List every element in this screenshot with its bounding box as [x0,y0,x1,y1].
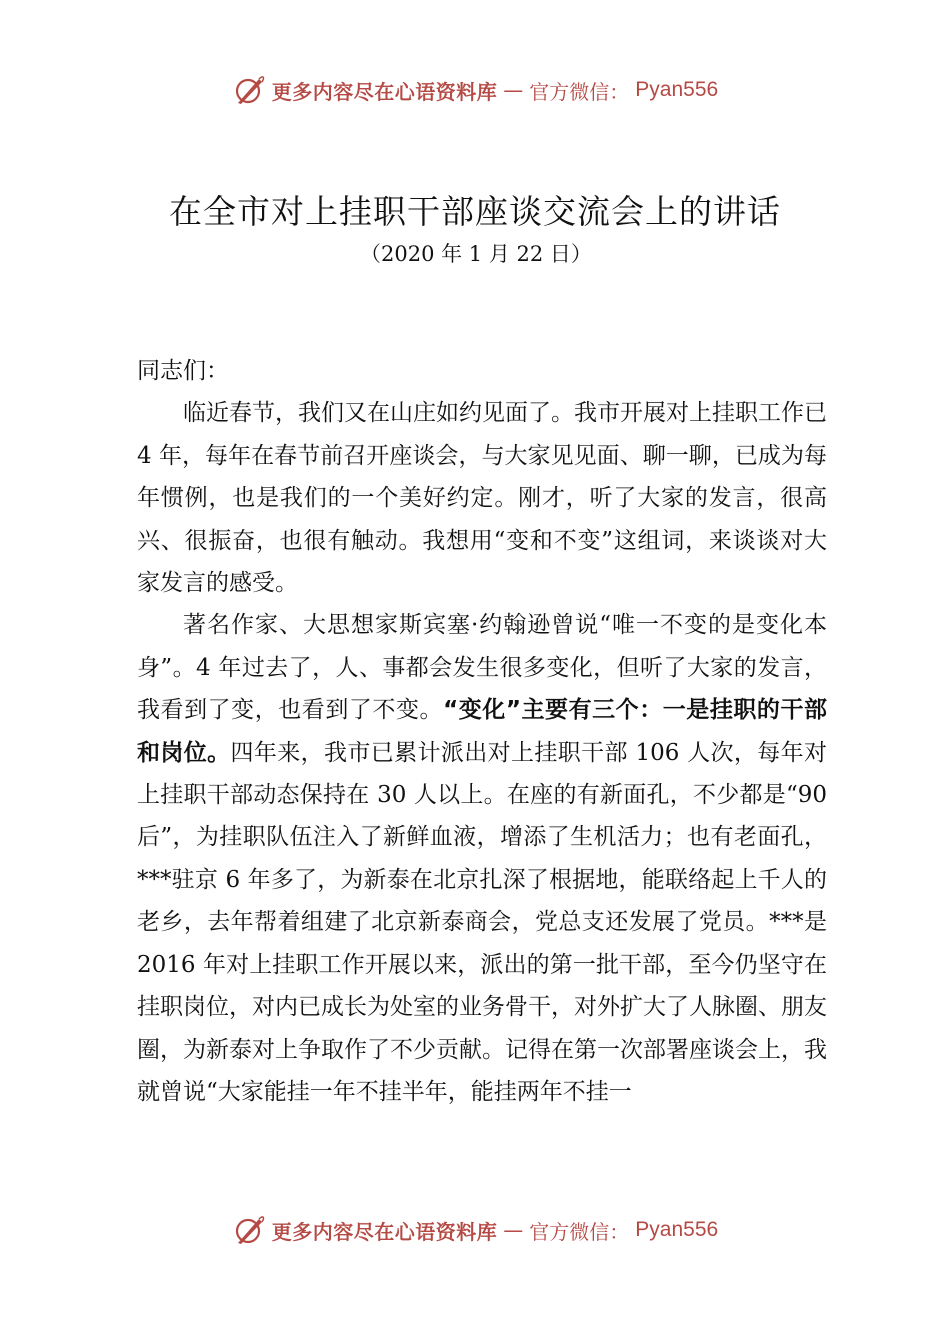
paragraph-2-bold-point: 一是挂职的干部和岗位。 [137,697,828,766]
paragraph-2-bold-heading: “变化”主要有三个： [443,697,663,724]
watermark-brand: 更多内容尽在心语资料库 [271,79,498,104]
watermark-wechat-id: Pyan556 [635,1218,719,1241]
watermark-wechat-label: 官方微信： [529,79,630,104]
watermark-wechat-id: Pyan556 [635,78,719,101]
paragraph-2 [137,604,827,1113]
paragraph-2-text-b: 四年来，我市已累计派出对上挂职干部 106 人次，每年对上挂职干部动态保持在 30 人以上。在座的有新面孔，不少都是“90 后”，为挂职队伍注入了新鲜血液，增添了生机活力；也有老面孔，***驻京 6 年多了，为新泰在北京扎深了根据地，能联络起上千人的老乡，去年帮着组建了北京新泰商会，党总支还发展了党员。***是 2016 年对上挂职工作开展以来，派出的第一批干部，至今仍坚守在挂职岗位，对内已成长为处室的业务骨干，对外扩大了人脉圈、朋友圈，为新泰对上争取作了不少贡献。记得在第一次部署座谈会上，我就曾说“大家能挂一年不挂半年，能挂两年不挂一 [137,739,827,1105]
paragraph-2-text-a: 著名作家、大思想家斯宾塞·约翰逊曾说“唯一不变的是变化本身”。4 年过去了，人、事都会发生很多变化，但听了大家的发言，我看到了变，也看到了不变。 [137,612,827,724]
document-date: （2020 年 1 月 22 日） [360,242,592,266]
document-title: 在全市对上挂职干部座谈交流会上的讲话 [169,192,781,231]
footer-watermark [0,1210,950,1250]
greeting: 同志们： [137,358,229,384]
watermark-wechat-label: 官方微信： [529,1219,630,1244]
watermark-separator: — [503,1218,524,1242]
header-watermark [0,70,950,110]
quill-pen-logo-icon [232,73,266,107]
paragraph-1: 临近春节，我们又在山庄如约见面了。我市开展对上挂职工作已 4 年，每年在春节前召开座谈会，与大家见见面、聊一聊，已成为每年惯例，也是我们的一个美好约定。刚才，听了大家的发言，很高兴、很振奋，也很有触动。我想用“变和不变”这组词，来谈谈对大家发言的感受。 [137,400,827,597]
watermark-brand: 更多内容尽在心语资料库 [271,1219,498,1244]
quill-pen-logo-icon [232,1213,266,1247]
document-body [137,350,827,1113]
watermark-separator: — [503,78,524,102]
